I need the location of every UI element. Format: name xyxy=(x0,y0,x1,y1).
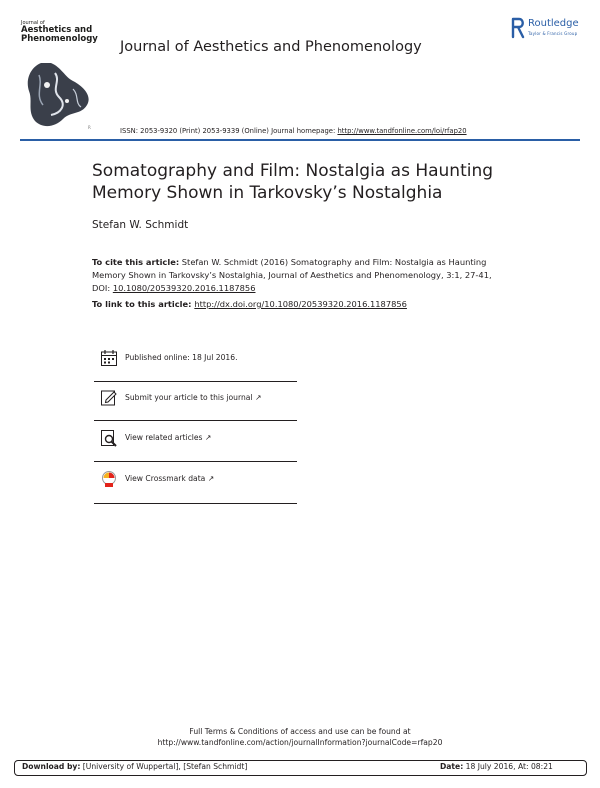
doi-link[interactable]: 10.1080/20539320.2016.1187856 xyxy=(112,283,256,293)
cover-title-line2: Aesthetics and xyxy=(21,25,93,35)
external-link-icon: ↗ xyxy=(204,433,212,442)
external-link-icon: ↗ xyxy=(207,474,215,483)
downloaded-by-value: [University of Wuppertal], [Stefan Schmidt] xyxy=(80,762,248,771)
divider xyxy=(94,420,297,421)
crossmark-label: View Crossmark data xyxy=(125,474,206,483)
publisher-name: Routledge xyxy=(528,18,579,29)
article-author: Stefan W. Schmidt xyxy=(92,219,189,231)
download-date-value: 18 July 2016, At: 08:21 xyxy=(463,762,553,771)
related-articles-row[interactable] xyxy=(100,429,297,465)
cite-label: To cite this article: xyxy=(92,257,180,267)
header-rule xyxy=(20,139,580,141)
terms-notice xyxy=(100,726,500,748)
link-label: To link to this article: xyxy=(92,299,195,309)
cover-title-line1: Journal of xyxy=(21,20,45,26)
divider xyxy=(94,381,297,382)
download-date-label: Date: xyxy=(440,762,464,771)
divider xyxy=(94,503,297,504)
cover-title xyxy=(21,20,105,44)
issn-text: ISSN: 2053-9320 (Print) 2053-9339 (Online) Journal homepage: xyxy=(120,127,338,135)
search-document-icon xyxy=(100,429,118,447)
issn-line xyxy=(120,127,467,135)
divider xyxy=(94,461,297,462)
terms-line1: Full Terms & Conditions of access and use can be found at xyxy=(189,727,411,736)
article-url-link[interactable]: http://dx.doi.org/10.1080/20539320.2016.1187856 xyxy=(194,299,407,309)
edit-icon xyxy=(100,389,118,407)
related-articles-label: View related articles xyxy=(125,433,203,442)
publisher-subtitle: Taylor & Francis Group xyxy=(528,31,578,36)
cite-text: Stefan W. Schmidt (2016) Somatography and Film: Nostalgia as Haunting Memory Shown in Tarkovsky’s Nostalghia, Journal of Aesthetics and Phenomenology, 3:1, 27-41, DOI: xyxy=(92,257,492,293)
published-row xyxy=(100,349,297,385)
download-date xyxy=(440,762,553,771)
routledge-logo-icon xyxy=(510,17,526,39)
journal-name: Journal of Aesthetics and Phenomenology xyxy=(120,39,422,55)
crossmark-row[interactable] xyxy=(100,470,297,506)
article-title: Somatography and Film: Nostalgia as Haunting Memory Shown in Tarkovsky’s Nostalghia xyxy=(92,161,494,203)
cover-artwork xyxy=(21,55,105,133)
downloaded-by-label: Download by: xyxy=(22,762,81,771)
link-line xyxy=(92,299,407,309)
related-articles-link[interactable] xyxy=(125,433,211,442)
crossmark-icon xyxy=(100,470,118,488)
journal-homepage-link[interactable]: http://www.tandfonline.com/loi/rfap20 xyxy=(337,127,467,135)
cover-publisher-mark: R xyxy=(88,125,91,130)
citation xyxy=(92,256,492,295)
calendar-icon xyxy=(100,349,118,367)
submit-article-label: Submit your article to this journal xyxy=(125,393,253,402)
crossmark-link[interactable] xyxy=(125,474,214,483)
downloaded-by xyxy=(22,762,247,771)
terms-link[interactable]: http://www.tandfonline.com/action/journalInformation?journalCode=rfap20 xyxy=(157,738,443,747)
external-link-icon: ↗ xyxy=(254,393,262,402)
cover-title-line3: Phenomenology xyxy=(21,34,98,44)
submit-article-link[interactable] xyxy=(125,393,261,402)
published-date: Published online: 18 Jul 2016. xyxy=(125,353,238,362)
